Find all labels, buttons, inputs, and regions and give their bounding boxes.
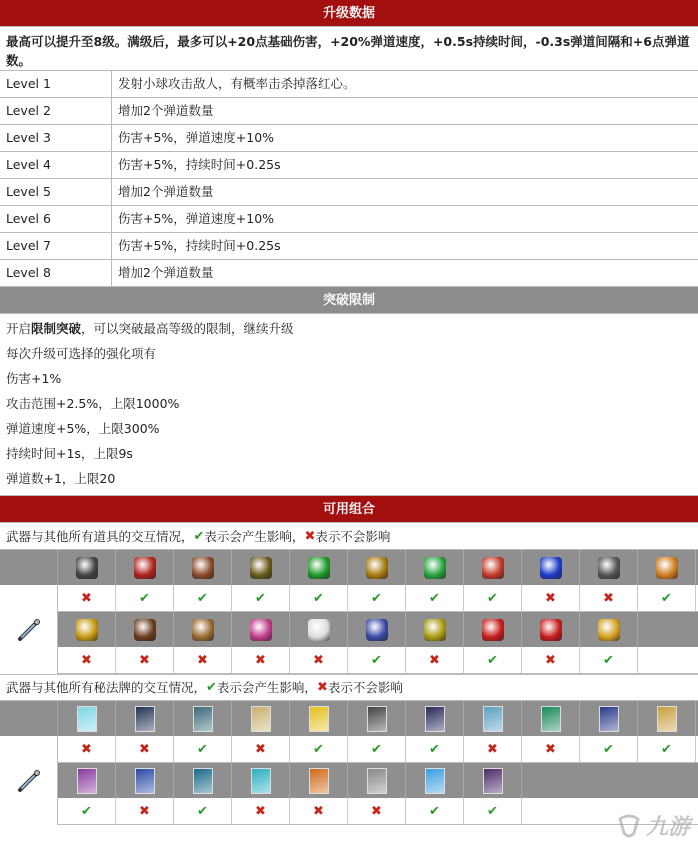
icon-cell[interactable]	[232, 612, 290, 647]
icon-row	[58, 550, 698, 585]
jiuyou-logo-icon	[616, 813, 642, 839]
upgrade-title: 升级数据	[322, 6, 375, 21]
weapon-cell	[0, 585, 58, 674]
card-tree-icon	[541, 706, 561, 732]
heart-armor-icon	[76, 557, 98, 579]
card-sun-icon	[309, 706, 329, 732]
cross-icon: ✖	[545, 590, 556, 606]
cross-mark	[290, 798, 348, 824]
card-ice-icon	[77, 706, 97, 732]
icon-cell[interactable]	[174, 612, 232, 647]
level-desc: 增加2个弹道数量	[118, 265, 214, 280]
check-icon: ✔	[313, 741, 324, 757]
items-grid	[0, 550, 698, 674]
icon-cell[interactable]	[174, 763, 232, 798]
breakthrough-box	[0, 314, 698, 496]
check-mark	[464, 647, 522, 673]
check-icon: ✔	[429, 741, 440, 757]
level-desc: 发射小球攻击敌人，有概率击杀掉落红心。	[118, 76, 356, 91]
gold-bar-icon	[598, 619, 620, 641]
icon-cell[interactable]	[290, 550, 348, 585]
level-desc: 伤害+5%，弹道速度+10%	[118, 211, 275, 226]
cross-icon: ✖	[603, 590, 614, 606]
grid-corner	[0, 550, 58, 585]
check-mark	[406, 585, 464, 611]
check-mark	[174, 585, 232, 611]
icon-cell[interactable]	[638, 550, 696, 585]
check-mark	[174, 798, 232, 824]
level-desc: 增加2个弹道数量	[118, 184, 214, 199]
card-bolt-icon	[425, 768, 445, 794]
cross-mark	[58, 647, 116, 673]
icon-row	[58, 612, 698, 647]
icon-cell[interactable]	[116, 763, 174, 798]
level-name: Level 5	[0, 179, 112, 205]
check-icon: ✔	[206, 680, 217, 695]
cross-mark	[348, 798, 406, 824]
wings-icon	[308, 619, 330, 641]
icon-cell[interactable]	[116, 701, 174, 736]
icon-cell[interactable]	[580, 701, 638, 736]
cross-mark	[290, 647, 348, 673]
crown-box-icon	[366, 557, 388, 579]
level-row	[0, 206, 698, 233]
red-book-icon	[134, 557, 156, 579]
card-figure-icon	[483, 768, 503, 794]
cross-icon: ✖	[81, 652, 92, 668]
watermark-text: 九游	[645, 815, 690, 840]
red-arrow-left-icon	[540, 619, 562, 641]
level-row	[0, 152, 698, 179]
check-mark	[116, 585, 174, 611]
cross-icon: ✖	[197, 652, 208, 668]
cross-icon: ✖	[304, 528, 316, 544]
cross-icon: ✖	[313, 652, 324, 668]
icon-cell[interactable]	[464, 701, 522, 736]
helmet-icon	[192, 619, 214, 641]
icon-cell[interactable]	[58, 550, 116, 585]
breakthrough-line: 开启限制突破，可以突破最高等级的限制，继续升级	[6, 321, 294, 336]
check-icon: ✔	[487, 590, 498, 606]
level-desc: 伤害+5%，弹道速度+10%	[118, 130, 275, 145]
check-icon: ✔	[371, 590, 382, 606]
cross-mark	[116, 736, 174, 762]
check-icon: ✔	[193, 528, 205, 544]
icon-row	[58, 701, 698, 736]
icon-cell[interactable]	[116, 612, 174, 647]
combos-section-header	[0, 496, 698, 523]
cross-mark	[174, 647, 232, 673]
cross-mark	[58, 585, 116, 611]
cross-icon: ✖	[255, 803, 266, 819]
row-filler	[522, 763, 698, 798]
card-wave-icon	[483, 706, 503, 732]
icon-row	[58, 763, 698, 798]
card-circle-icon	[425, 706, 445, 732]
limit-break-link: 限制突破	[31, 321, 82, 336]
icon-cell[interactable]	[406, 701, 464, 736]
level-row	[0, 233, 698, 260]
icon-cell[interactable]	[580, 612, 638, 647]
check-icon: ✔	[429, 803, 440, 819]
icon-cell[interactable]	[58, 612, 116, 647]
gold-ring-icon	[424, 619, 446, 641]
breakthrough-line: 伤害+1%	[6, 371, 62, 386]
check-icon: ✔	[429, 590, 440, 606]
check-mark	[290, 585, 348, 611]
card-rune-icon	[135, 768, 155, 794]
check-icon: ✔	[313, 590, 324, 606]
check-icon: ✔	[197, 590, 208, 606]
icon-cell[interactable]	[174, 701, 232, 736]
card-star-icon	[251, 768, 271, 794]
cross-mark	[116, 798, 174, 824]
card-altar-icon	[251, 706, 271, 732]
grid-corner	[0, 701, 58, 736]
icon-cell[interactable]	[522, 701, 580, 736]
mark-row	[58, 798, 698, 825]
gold-crown-icon	[76, 619, 98, 641]
check-mark	[174, 736, 232, 762]
cross-mark	[522, 585, 580, 611]
level-name: Level 1	[0, 71, 112, 97]
cross-mark	[522, 736, 580, 762]
cross-icon: ✖	[255, 652, 266, 668]
row-filler	[638, 647, 698, 673]
icon-cell[interactable]	[290, 612, 348, 647]
breakthrough-line: 弹道速度+5%，上限300%	[6, 421, 160, 436]
icon-cell[interactable]	[348, 701, 406, 736]
check-mark	[580, 736, 638, 762]
level-desc: 伤害+5%，持续时间+0.25s	[118, 238, 281, 253]
check-mark	[58, 798, 116, 824]
watermark	[616, 810, 690, 841]
check-icon: ✔	[371, 741, 382, 757]
icon-cell[interactable]	[464, 763, 522, 798]
card-face-icon	[193, 706, 213, 732]
ring-gem-icon	[656, 557, 678, 579]
icon-cell[interactable]	[406, 612, 464, 647]
cross-icon: ✖	[81, 741, 92, 757]
check-mark	[348, 585, 406, 611]
upgrade-intro: 最高可以提升至8级。满级后，最多可以+20点基础伤害，+20%弹道速度，+0.5s持续时间，-0.3s弹道间隔和+6点弹道数。	[0, 27, 698, 71]
level-row	[0, 71, 698, 98]
icon-cell[interactable]	[464, 612, 522, 647]
breakthrough-line: 攻击范围+2.5%，上限1000%	[6, 396, 180, 411]
icon-cell[interactable]	[290, 763, 348, 798]
icon-cell[interactable]	[348, 550, 406, 585]
level-name: Level 2	[0, 98, 112, 124]
check-mark	[290, 736, 348, 762]
level-desc: 伤害+5%，持续时间+0.25s	[118, 157, 281, 172]
row-filler	[638, 612, 698, 647]
mark-row	[58, 585, 698, 612]
check-mark	[638, 736, 696, 762]
cross-mark	[522, 647, 580, 673]
check-icon: ✔	[603, 652, 614, 668]
red-heart-icon	[482, 557, 504, 579]
cross-icon: ✖	[316, 680, 328, 695]
breakthrough-section-header	[0, 287, 698, 314]
cards-grid	[0, 701, 698, 827]
icon-cell[interactable]	[58, 701, 116, 736]
icon-cell[interactable]	[174, 550, 232, 585]
icon-cell[interactable]	[348, 612, 406, 647]
icon-cell[interactable]	[290, 701, 348, 736]
weapon-cell	[0, 736, 58, 825]
level-name: Level 3	[0, 125, 112, 151]
icon-cell[interactable]	[116, 550, 174, 585]
check-icon: ✔	[197, 803, 208, 819]
check-icon: ✔	[661, 741, 672, 757]
icon-cell[interactable]	[580, 550, 638, 585]
check-mark	[348, 647, 406, 673]
icon-cell[interactable]	[58, 763, 116, 798]
clover-icon	[308, 557, 330, 579]
card-ring-icon	[193, 768, 213, 794]
cross-icon: ✖	[139, 741, 150, 757]
check-mark	[464, 585, 522, 611]
check-mark	[638, 585, 696, 611]
level-row	[0, 98, 698, 125]
icon-cell[interactable]	[232, 550, 290, 585]
items-note: 武器与其他所有道具的交互情况， ✔ 表示会产生影响， ✖ 表示不会影响	[0, 523, 698, 550]
check-mark	[406, 798, 464, 824]
card-beam-icon	[599, 706, 619, 732]
icon-cell[interactable]	[406, 763, 464, 798]
level-name: Level 8	[0, 260, 112, 286]
level-row	[0, 260, 698, 287]
icon-cell[interactable]	[638, 701, 696, 736]
wand-weapon-icon	[16, 768, 42, 794]
icon-cell[interactable]	[348, 763, 406, 798]
card-gold-icon	[657, 706, 677, 732]
feather-icon	[424, 557, 446, 579]
cross-mark	[232, 798, 290, 824]
wand-weapon-icon	[16, 617, 42, 643]
upgrade-section-header	[0, 0, 698, 27]
skull-icon	[250, 619, 272, 641]
cross-icon: ✖	[371, 803, 382, 819]
cross-icon: ✖	[487, 741, 498, 757]
combos-title: 可用组合	[322, 502, 375, 517]
icon-cell[interactable]	[232, 763, 290, 798]
cross-mark	[232, 647, 290, 673]
breakthrough-line: 持续时间+1s，上限9s	[6, 446, 133, 461]
level-name: Level 4	[0, 152, 112, 178]
level-name: Level 7	[0, 233, 112, 259]
check-icon: ✔	[661, 590, 672, 606]
gear-gem-icon	[598, 557, 620, 579]
card-dark-icon	[367, 706, 387, 732]
check-mark	[232, 585, 290, 611]
level-row	[0, 179, 698, 206]
check-icon: ✔	[139, 590, 150, 606]
cross-mark	[464, 736, 522, 762]
levels-table	[0, 71, 698, 287]
mark-row	[58, 647, 698, 674]
cross-icon: ✖	[429, 652, 440, 668]
cross-mark	[232, 736, 290, 762]
cross-mark	[406, 647, 464, 673]
red-arrow-right-icon	[482, 619, 504, 641]
cross-mark	[580, 585, 638, 611]
icon-cell[interactable]	[406, 550, 464, 585]
icon-cell[interactable]	[464, 550, 522, 585]
card-flame-icon	[309, 768, 329, 794]
cross-icon: ✖	[139, 652, 150, 668]
check-icon: ✔	[81, 803, 92, 819]
cross-icon: ✖	[545, 652, 556, 668]
brown-chest-icon	[134, 619, 156, 641]
check-icon: ✔	[487, 652, 498, 668]
cross-icon: ✖	[139, 803, 150, 819]
breakthrough-line: 每次升级可选择的强化项有	[6, 346, 157, 361]
check-mark	[406, 736, 464, 762]
icon-cell[interactable]	[232, 701, 290, 736]
check-icon: ✔	[371, 652, 382, 668]
card-mist-icon	[77, 768, 97, 794]
cross-mark	[58, 736, 116, 762]
cross-icon: ✖	[545, 741, 556, 757]
candelabra-icon	[250, 557, 272, 579]
cross-icon: ✖	[313, 803, 324, 819]
cross-icon: ✖	[255, 741, 266, 757]
check-mark	[580, 647, 638, 673]
level-desc: 增加2个弹道数量	[118, 103, 214, 118]
cross-icon: ✖	[81, 590, 92, 606]
cards-note: 武器与其他所有秘法牌的交互情况， ✔ 表示会产生影响， ✖ 表示不会影响	[0, 674, 698, 701]
blue-orb-icon	[540, 557, 562, 579]
card-portal-icon	[135, 706, 155, 732]
check-icon: ✔	[603, 741, 614, 757]
card-snake-icon	[367, 768, 387, 794]
gauntlet-icon	[192, 557, 214, 579]
icon-cell[interactable]	[522, 550, 580, 585]
cross-mark	[116, 647, 174, 673]
breakthrough-title: 突破限制	[322, 293, 375, 308]
check-icon: ✔	[197, 741, 208, 757]
check-mark	[348, 736, 406, 762]
check-icon: ✔	[487, 803, 498, 819]
check-mark	[464, 798, 522, 824]
level-row	[0, 125, 698, 152]
breakthrough-line: 弹道数+1，上限20	[6, 471, 116, 486]
silver-ring-icon	[366, 619, 388, 641]
icon-cell[interactable]	[522, 612, 580, 647]
check-icon: ✔	[255, 590, 266, 606]
mark-row	[58, 736, 698, 763]
level-name: Level 6	[0, 206, 112, 232]
